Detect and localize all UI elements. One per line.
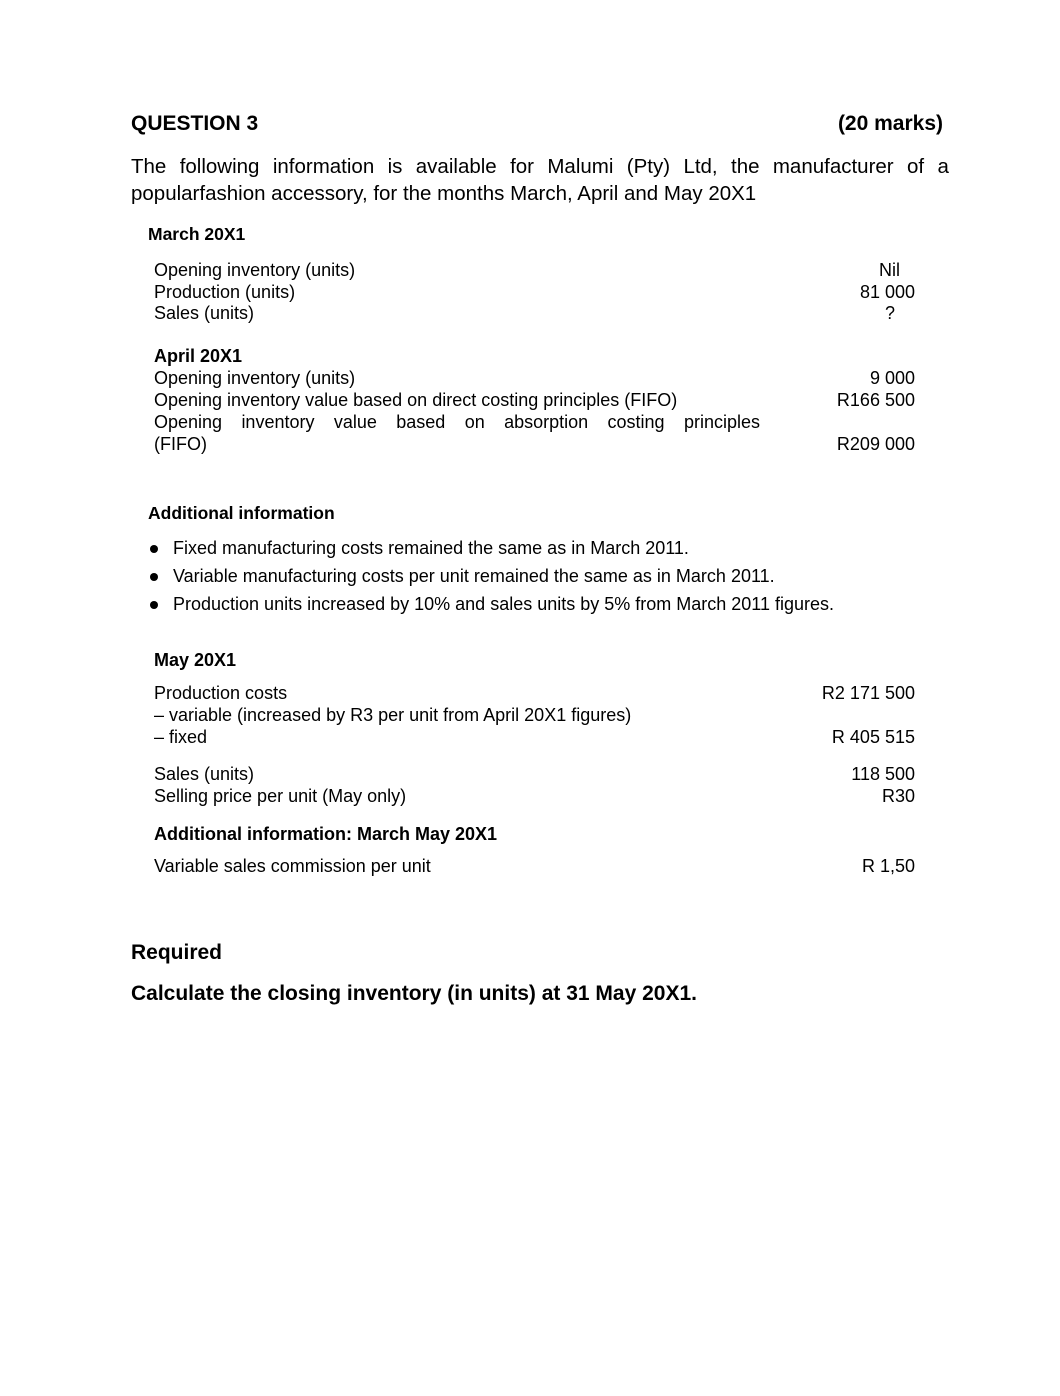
may-fixed-value: R 405 515 — [831, 727, 915, 747]
april-absorption-label-line-1 — [154, 412, 760, 433]
may-production-costs-label: Production costs — [154, 683, 288, 703]
april-direct-value: R166 500 — [836, 390, 915, 410]
word: Malumi — [547, 155, 614, 178]
intro-paragraph — [131, 153, 949, 207]
may-variable-value: R2 171 500 — [821, 683, 915, 703]
word: (Pty) — [626, 155, 671, 178]
bullet-icon — [150, 545, 158, 553]
bullet-icon — [150, 573, 158, 581]
word: on — [464, 412, 485, 432]
bullet-icon — [150, 601, 158, 609]
additional-march-may-heading: Additional information: March May 20X1 — [154, 824, 498, 844]
word: Opening — [154, 412, 223, 432]
march-opening-value: Nil — [879, 260, 900, 280]
march-heading: March 20X1 — [148, 224, 246, 244]
word: information — [272, 155, 375, 178]
intro-line-1 — [131, 153, 949, 180]
may-variable-label: – variable (increased by R3 per unit from April 20X1 figures) — [154, 705, 632, 725]
april-opening-units-value: 9 000 — [869, 368, 915, 388]
word: manufacturer — [772, 155, 894, 178]
required-task: Calculate the closing inventory (in units) at 31 May 20X1. — [131, 982, 697, 1005]
march-sales-label: Sales (units) — [154, 303, 255, 323]
word: inventory — [241, 412, 315, 432]
word: a — [937, 155, 949, 178]
additional-bullet-list — [148, 538, 834, 622]
word: the — [731, 155, 760, 178]
word: Ltd, — [683, 155, 718, 178]
commission-value: R 1,50 — [861, 856, 915, 876]
commission-label: Variable sales commission per unit — [154, 856, 431, 876]
march-production-value: 81 000 — [859, 282, 915, 302]
april-heading: April 20X1 — [154, 346, 243, 366]
word: is — [387, 155, 403, 178]
word: for — [510, 155, 534, 178]
list-item: Fixed manufacturing costs remained the same as in March 2011. — [148, 538, 834, 566]
word: following — [179, 155, 260, 178]
intro-line-2: popularfashion accessory, for the months March, April and May 20X1 — [131, 182, 757, 205]
may-sales-value: 118 500 — [851, 764, 915, 784]
word: The — [131, 155, 167, 178]
word: principles — [683, 412, 760, 432]
list-item: Production units increased by 10% and sales units by 5% from March 2011 figures. — [148, 594, 834, 622]
question-title: QUESTION 3 — [131, 112, 259, 135]
word: value — [333, 412, 377, 432]
question-marks: (20 marks) — [837, 112, 943, 135]
word: available — [415, 155, 497, 178]
may-fixed-label: – fixed — [154, 727, 208, 747]
list-item: Variable manufacturing costs per unit remained the same as in March 2011. — [148, 566, 834, 594]
required-heading: Required — [131, 941, 223, 964]
may-heading: May 20X1 — [154, 650, 237, 670]
april-absorption-label-line-2: (FIFO) — [154, 434, 207, 454]
march-production-label: Production (units) — [154, 282, 296, 302]
april-absorption-value: R209 000 — [836, 434, 915, 454]
march-sales-value: ? — [884, 303, 895, 323]
april-opening-units-label: Opening inventory (units) — [154, 368, 356, 388]
word: based — [396, 412, 446, 432]
may-price-label: Selling price per unit (May only) — [154, 786, 407, 806]
may-sales-label: Sales (units) — [154, 764, 255, 784]
word: of — [907, 155, 925, 178]
word: absorption — [504, 412, 589, 432]
march-opening-label: Opening inventory (units) — [154, 260, 356, 280]
word: costing — [607, 412, 665, 432]
additional-heading: Additional information — [148, 503, 335, 523]
may-price-value: R30 — [881, 786, 915, 806]
april-direct-label: Opening inventory value based on direct costing principles (FIFO) — [154, 390, 678, 410]
